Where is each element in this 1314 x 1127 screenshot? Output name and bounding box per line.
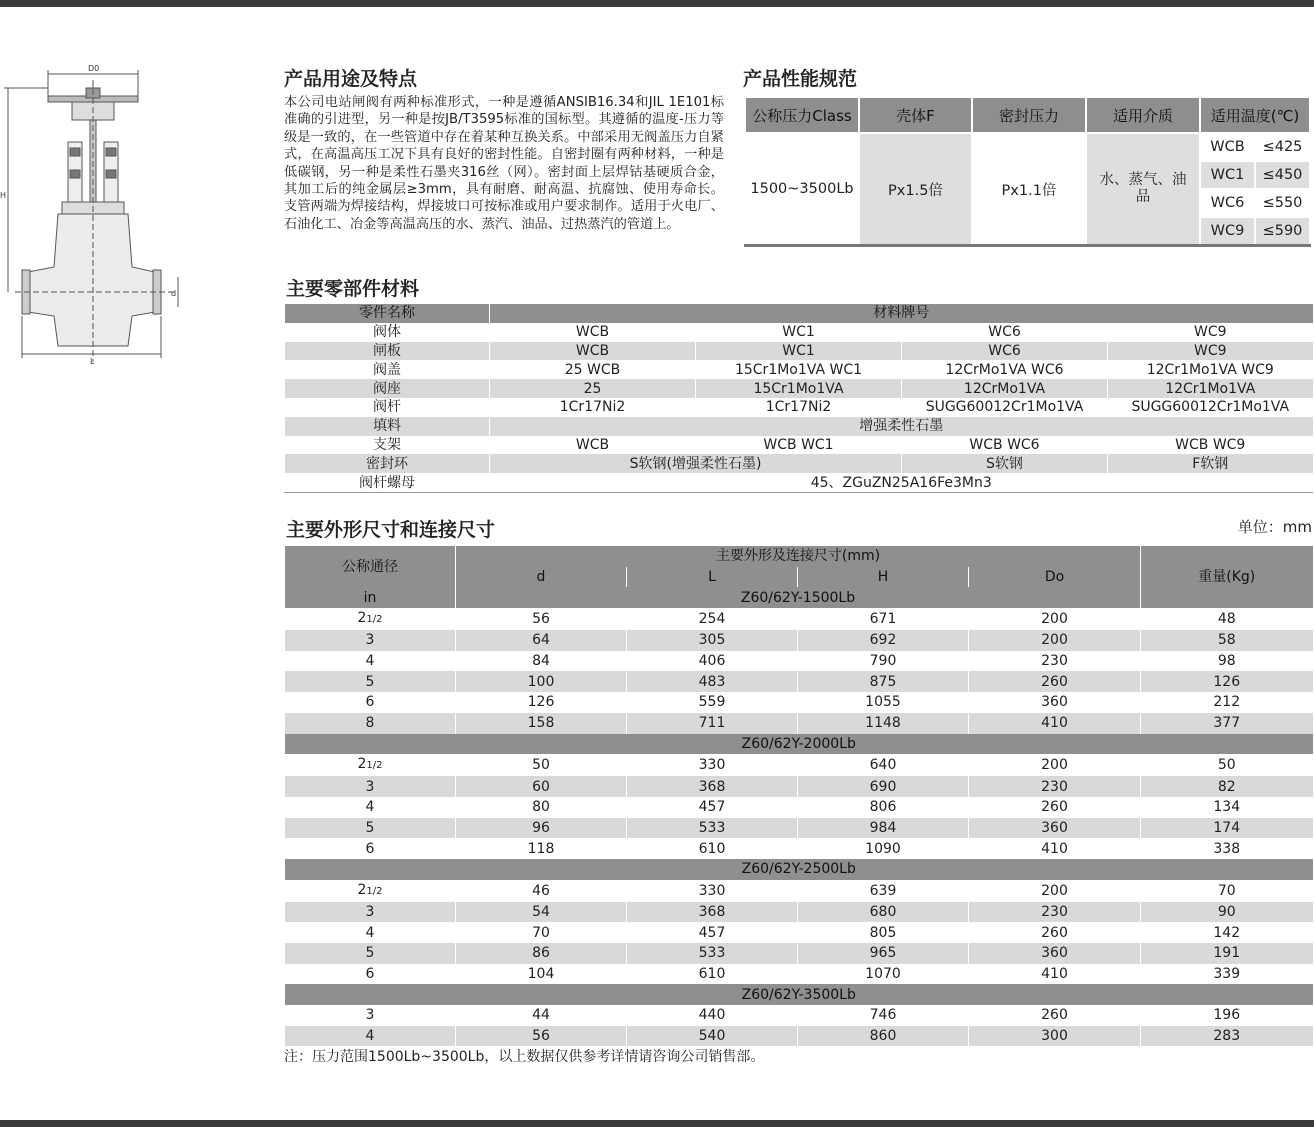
nominal-size: 5 <box>285 943 456 964</box>
dimension-cell: 790 <box>798 651 969 672</box>
table-row <box>285 342 1313 361</box>
section-row <box>285 859 1313 880</box>
nominal-size: 6 <box>285 838 456 859</box>
table-row <box>285 417 1313 436</box>
dimension-cell: 483 <box>627 671 798 692</box>
grade-cell: 12CrMo1VA WC6 <box>902 360 1108 379</box>
dimension-cell: 860 <box>798 1026 969 1047</box>
dimension-cell: 330 <box>627 880 798 902</box>
dimension-cell: 746 <box>798 1005 969 1026</box>
grade-cell: WC6 <box>902 323 1108 342</box>
dimension-cell: 254 <box>627 608 798 630</box>
grade-cell: WC9 <box>1108 342 1313 361</box>
dimension-cell: 82 <box>1141 776 1313 797</box>
nominal-size: 4 <box>285 651 456 672</box>
dimension-cell: 191 <box>1141 943 1313 964</box>
materials-title: 主要零部件材料 <box>286 278 420 300</box>
dimension-cell: 806 <box>798 797 969 818</box>
part-name: 阀座 <box>285 379 490 398</box>
table-row <box>285 323 1313 342</box>
nominal-size: 3 <box>285 1005 456 1026</box>
grade-cell: 25 <box>490 379 696 398</box>
dimension-cell: 230 <box>969 776 1141 797</box>
header-grade: 材料牌号 <box>490 304 1313 323</box>
nominal-size: 4 <box>285 922 456 943</box>
table-row <box>285 360 1313 379</box>
part-name: 填料 <box>285 417 490 436</box>
dimension-cell: 58 <box>1141 630 1313 651</box>
dimension-cell: 1148 <box>798 713 969 734</box>
table-row <box>285 880 1313 902</box>
table-row <box>285 671 1313 692</box>
table-row <box>285 379 1313 398</box>
dimension-cell: 56 <box>456 608 627 630</box>
nominal-size: 8 <box>285 713 456 734</box>
perf-shell: Px1.5倍 <box>859 133 972 246</box>
grade-cell: S软钢 <box>902 454 1108 473</box>
perf-class: 1500~3500Lb <box>745 133 859 246</box>
dimension-cell: 610 <box>627 964 798 985</box>
dimension-cell: 406 <box>627 651 798 672</box>
dimension-cell: 457 <box>627 922 798 943</box>
grade-cell: WC1 <box>696 342 902 361</box>
grade-cell: WCB <box>490 323 696 342</box>
dimension-cell: 680 <box>798 902 969 923</box>
header-do: Do <box>969 567 1141 588</box>
header-class: 公称压力Class <box>745 97 859 133</box>
header-seal: 密封压力 <box>972 97 1086 133</box>
nominal-size: 3 <box>285 902 456 923</box>
table-row <box>285 436 1313 455</box>
nominal-size: 4 <box>285 1026 456 1047</box>
dimension-cell: 639 <box>798 880 969 902</box>
dimension-cell: 200 <box>969 608 1141 630</box>
table-row <box>285 797 1313 818</box>
dimension-cell: 46 <box>456 880 627 902</box>
dimension-cell: 48 <box>1141 608 1313 630</box>
nominal-size <box>285 754 456 776</box>
label-do: D0 <box>88 64 100 73</box>
perf-temp-mat: WCB <box>1200 133 1255 161</box>
dimension-cell: 230 <box>969 651 1141 672</box>
table-row <box>285 754 1313 776</box>
part-name: 阀杆螺母 <box>285 473 490 492</box>
section-row <box>285 984 1313 1005</box>
dimension-cell: 440 <box>627 1005 798 1026</box>
dimension-cell: 212 <box>1141 692 1313 713</box>
perf-temp-mat: WC1 <box>1200 161 1255 189</box>
materials-table <box>284 304 1313 493</box>
header-h: H <box>798 567 969 588</box>
table-row <box>285 1005 1313 1026</box>
grade-cell: 12Cr1Mo1VA WC9 <box>1108 360 1313 379</box>
valve-drawing <box>0 62 200 372</box>
header-medium: 适用介质 <box>1086 97 1200 133</box>
dimension-cell: 142 <box>1141 922 1313 943</box>
table-row <box>285 1026 1313 1047</box>
dimension-cell: 84 <box>456 651 627 672</box>
dimension-cell: 200 <box>969 880 1141 902</box>
materials-header-row <box>285 304 1313 323</box>
perf-temp-val: ≤590 <box>1255 217 1310 246</box>
nominal-size: 6 <box>285 964 456 985</box>
dimension-cell: 377 <box>1141 713 1313 734</box>
dimension-cell: 1090 <box>798 838 969 859</box>
table-row <box>285 838 1313 859</box>
table-row <box>285 964 1313 985</box>
nominal-size: 3 <box>285 630 456 651</box>
performance-title: 产品性能规范 <box>743 68 858 90</box>
dimension-cell: 305 <box>627 630 798 651</box>
table-row <box>285 776 1313 797</box>
dimension-cell: 260 <box>969 797 1141 818</box>
dimension-cell: 260 <box>969 671 1141 692</box>
part-name: 阀体 <box>285 323 490 342</box>
perf-seal: Px1.1倍 <box>972 133 1086 246</box>
dimension-cell: 90 <box>1141 902 1313 923</box>
nominal-whole: 2 <box>357 881 367 898</box>
perf-temp-val: ≤425 <box>1255 133 1310 161</box>
dimension-cell: 965 <box>798 943 969 964</box>
performance-header-row <box>745 97 1310 133</box>
table-row <box>285 630 1313 651</box>
grade-cell: WCB <box>490 436 696 455</box>
dimension-cell: 1055 <box>798 692 969 713</box>
header-d: d <box>456 567 627 588</box>
nominal-size: 5 <box>285 818 456 839</box>
dimension-cell: 118 <box>456 838 627 859</box>
nominal-fraction: 1/2 <box>366 885 383 897</box>
table-row <box>285 473 1313 492</box>
section-row <box>285 734 1313 755</box>
bottom-rule <box>0 1120 1314 1127</box>
table-row <box>285 943 1313 964</box>
dimension-cell: 260 <box>969 1005 1141 1026</box>
dimensions-title: 主要外形尺寸和连接尺寸 <box>286 519 496 541</box>
nominal-size <box>285 608 456 630</box>
dimension-cell: 1070 <box>798 964 969 985</box>
grade-cell: WC1 <box>696 323 902 342</box>
dimension-cell: 200 <box>969 630 1141 651</box>
grade-cell: 45、ZGuZN25A16Fe3Mn3 <box>490 473 1313 492</box>
dimension-cell: 56 <box>456 1026 627 1047</box>
dimension-cell: 64 <box>456 630 627 651</box>
dimension-cell: 260 <box>969 922 1141 943</box>
table-row <box>285 902 1313 923</box>
perf-medium: 水、蒸气、油品 <box>1086 133 1200 246</box>
header-temp: 适用温度(℃) <box>1200 97 1310 133</box>
table-row <box>285 454 1313 473</box>
part-name: 闸板 <box>285 342 490 361</box>
nominal-size: 3 <box>285 776 456 797</box>
perf-temp-mat: WC6 <box>1200 189 1255 217</box>
grade-cell: 1Cr17Ni2 <box>696 398 902 417</box>
dimension-cell: 80 <box>456 797 627 818</box>
header-group: 主要外形及连接尺寸(mm) <box>456 546 1141 567</box>
table-row <box>285 818 1313 839</box>
dimension-cell: 196 <box>1141 1005 1313 1026</box>
nominal-size: 4 <box>285 797 456 818</box>
part-name: 阀杆 <box>285 398 490 417</box>
dimension-cell: 70 <box>456 922 627 943</box>
dimension-cell: 360 <box>969 943 1141 964</box>
header-in: in <box>285 587 456 608</box>
section-title: Z60/62Y-1500Lb <box>456 587 1141 608</box>
header-weight: 重量(Kg) <box>1141 546 1313 608</box>
dimension-cell: 559 <box>627 692 798 713</box>
table-row <box>285 713 1313 734</box>
header-l: L <box>627 567 798 588</box>
dimension-cell: 44 <box>456 1005 627 1026</box>
nominal-fraction: 1/2 <box>366 614 383 626</box>
dimension-cell: 230 <box>969 902 1141 923</box>
dimension-cell: 98 <box>1141 651 1313 672</box>
dimension-cell: 158 <box>456 713 627 734</box>
table-row <box>285 692 1313 713</box>
nominal-whole: 2 <box>357 610 367 627</box>
nominal-whole: 2 <box>357 756 367 773</box>
dimension-cell: 338 <box>1141 838 1313 859</box>
dimension-cell: 330 <box>627 754 798 776</box>
grade-cell: WCB WC6 <box>902 436 1108 455</box>
grade-cell: WC9 <box>1108 323 1313 342</box>
dimension-cell: 875 <box>798 671 969 692</box>
grade-cell: SUGG60012Cr1Mo1VA <box>902 398 1108 417</box>
header-part: 零件名称 <box>285 304 490 323</box>
dimension-cell: 100 <box>456 671 627 692</box>
dimension-cell: 96 <box>456 818 627 839</box>
part-name: 阀盖 <box>285 360 490 379</box>
unit-label: 单位：mm <box>1237 518 1312 536</box>
section-title: Z60/62Y-2500Lb <box>285 859 1313 880</box>
dimension-cell: 126 <box>1141 671 1313 692</box>
perf-temp-val: ≤550 <box>1255 189 1310 217</box>
dimension-cell: 640 <box>798 754 969 776</box>
dimension-cell: 410 <box>969 713 1141 734</box>
grade-cell: 25 WCB <box>490 360 696 379</box>
label-l: L <box>90 357 95 366</box>
dimension-cell: 533 <box>627 818 798 839</box>
grade-cell: WCB <box>490 342 696 361</box>
dimension-cell: 610 <box>627 838 798 859</box>
label-h: H <box>0 191 7 200</box>
part-name: 支架 <box>285 436 490 455</box>
table-row <box>285 398 1313 417</box>
dimension-cell: 360 <box>969 692 1141 713</box>
table-row <box>285 608 1313 630</box>
header-shell: 壳体F <box>859 97 972 133</box>
performance-table <box>744 96 1311 247</box>
table-row <box>285 922 1313 943</box>
grade-cell: SUGG60012Cr1Mo1VA <box>1108 398 1313 417</box>
dimension-cell: 368 <box>627 776 798 797</box>
dimension-cell: 50 <box>456 754 627 776</box>
usage-title: 产品用途及特点 <box>284 68 418 90</box>
nominal-fraction: 1/2 <box>366 760 383 772</box>
grade-cell: 12CrMo1VA <box>902 379 1108 398</box>
section-title: Z60/62Y-3500Lb <box>285 984 1313 1005</box>
nominal-size: 5 <box>285 671 456 692</box>
dimension-cell: 984 <box>798 818 969 839</box>
dimension-cell: 368 <box>627 902 798 923</box>
usage-paragraph: 本公司电站闸阀有两种标准形式，一种是遵循ANSIB16.34和JIL 1E101标准确的引进型，另一种是按JB/T3595标准的国标型。其遵循的温度-压力等级是一致的，在一些管道中存在着某种互换关系。中部采用无阀盖压力自紧式，在高温高压工况下具有良好的密封性能。自密封圈有两种材料，一种是低碳钢，另一种是柔性石墨夹316丝（网）。密封面上层焊钴基硬质合金，其加工后的纯金属层≥3mm，具有耐磨、耐高温、抗腐蚀、使用寿命长。支管两端为焊接结构，焊接坡口可按标准或用户要求制作。适用于火电厂、石油化工、冶金等高温高压的水、蒸汽、油品、过热蒸汽的管道上。 <box>284 95 724 232</box>
grade-cell: 12Cr1Mo1VA <box>1108 379 1313 398</box>
dimension-cell: 200 <box>969 754 1141 776</box>
dimension-cell: 410 <box>969 964 1141 985</box>
dimension-cell: 283 <box>1141 1026 1313 1047</box>
dimension-cell: 410 <box>969 838 1141 859</box>
grade-cell: WCB WC1 <box>696 436 902 455</box>
dimension-cell: 126 <box>456 692 627 713</box>
grade-cell: WC6 <box>902 342 1108 361</box>
perf-temp-val: ≤450 <box>1255 161 1310 189</box>
dimension-cell: 711 <box>627 713 798 734</box>
nominal-size <box>285 880 456 902</box>
dimension-cell: 457 <box>627 797 798 818</box>
dimensions-table <box>284 546 1313 1046</box>
grade-cell: S软钢(增强柔性石墨) <box>490 454 902 473</box>
dimension-cell: 339 <box>1141 964 1313 985</box>
dimension-cell: 690 <box>798 776 969 797</box>
dimension-cell: 134 <box>1141 797 1313 818</box>
dimension-cell: 533 <box>627 943 798 964</box>
table-row <box>285 651 1313 672</box>
dimension-cell: 60 <box>456 776 627 797</box>
grade-cell: WCB WC9 <box>1108 436 1313 455</box>
dimension-cell: 671 <box>798 608 969 630</box>
top-rule <box>0 0 1314 7</box>
section-title: Z60/62Y-2000Lb <box>285 734 1313 755</box>
grade-cell: F软钢 <box>1108 454 1313 473</box>
dimension-cell: 174 <box>1141 818 1313 839</box>
grade-cell: 1Cr17Ni2 <box>490 398 696 417</box>
dimension-cell: 540 <box>627 1026 798 1047</box>
grade-cell: 15Cr1Mo1VA <box>696 379 902 398</box>
dimension-cell: 805 <box>798 922 969 943</box>
dimension-cell: 70 <box>1141 880 1313 902</box>
part-name: 密封环 <box>285 454 490 473</box>
dimension-cell: 86 <box>456 943 627 964</box>
dimension-cell: 692 <box>798 630 969 651</box>
grade-cell: 增强柔性石墨 <box>490 417 1313 436</box>
dimension-cell: 54 <box>456 902 627 923</box>
perf-temp-mat: WC9 <box>1200 217 1255 246</box>
footnote: 注：压力范围1500Lb~3500Lb，以上数据仅供参考详情请咨询公司销售部。 <box>284 1049 765 1065</box>
nominal-size: 6 <box>285 692 456 713</box>
header-nominal: 公称通径 <box>285 546 456 587</box>
dimension-cell: 300 <box>969 1026 1141 1047</box>
grade-cell: 15Cr1Mo1VA WC1 <box>696 360 902 379</box>
dimension-cell: 360 <box>969 818 1141 839</box>
dimension-cell: 50 <box>1141 754 1313 776</box>
label-d: d <box>171 289 177 298</box>
dimension-cell: 104 <box>456 964 627 985</box>
